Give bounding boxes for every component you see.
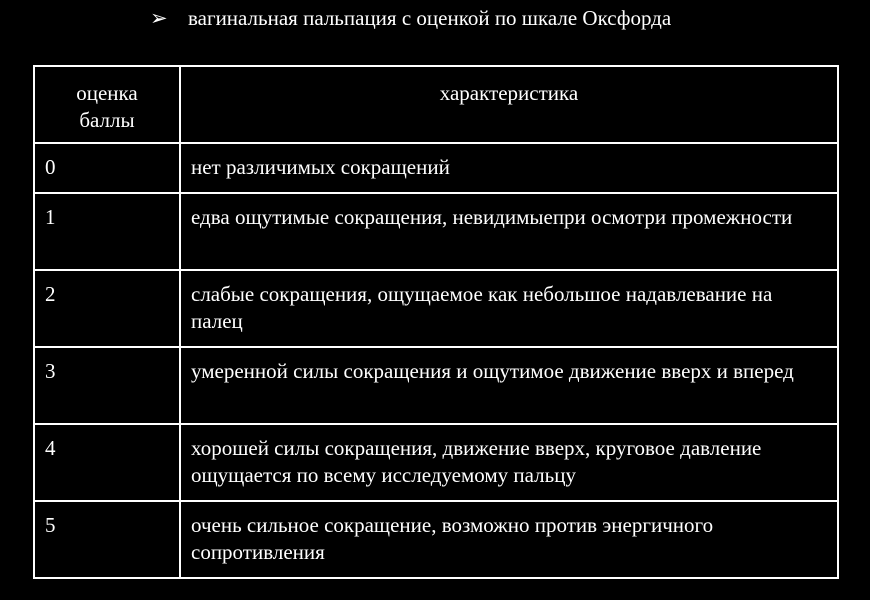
- score-cell: 1: [34, 193, 180, 270]
- score-cell: 3: [34, 347, 180, 424]
- heading-text: вагинальная пальпация с оценкой по шкале Оксфорда: [188, 6, 672, 30]
- table-header-row: [34, 66, 838, 143]
- section-heading: [150, 5, 671, 31]
- table-row: [34, 501, 838, 578]
- score-cell: 4: [34, 424, 180, 501]
- arrow-bullet-icon: ➢: [150, 6, 168, 30]
- table-row: [34, 347, 838, 424]
- description-cell: едва ощутимые сокращения, невидимыепри осмотри промежности: [180, 193, 838, 270]
- description-cell: очень сильное сокращение, возможно против энергичного сопротивления: [180, 501, 838, 578]
- table-row: [34, 270, 838, 347]
- table-row: [34, 143, 838, 193]
- header-characteristic: характеристика: [180, 66, 838, 143]
- description-cell: хорошей силы сокращения, движение вверх, круговое давление ощущается по всему исследуемому пальцу: [180, 424, 838, 501]
- table-row: [34, 424, 838, 501]
- description-cell: умеренной силы сокращения и ощутимое движение вверх и вперед: [180, 347, 838, 424]
- score-cell: 5: [34, 501, 180, 578]
- table-row: [34, 193, 838, 270]
- description-cell: нет различимых сокращений: [180, 143, 838, 193]
- oxford-scale-table: [33, 65, 839, 579]
- score-cell: 2: [34, 270, 180, 347]
- header-score: оценка баллы: [34, 66, 180, 143]
- description-cell: слабые сокращения, ощущаемое как небольшое надавлевание на палец: [180, 270, 838, 347]
- score-cell: 0: [34, 143, 180, 193]
